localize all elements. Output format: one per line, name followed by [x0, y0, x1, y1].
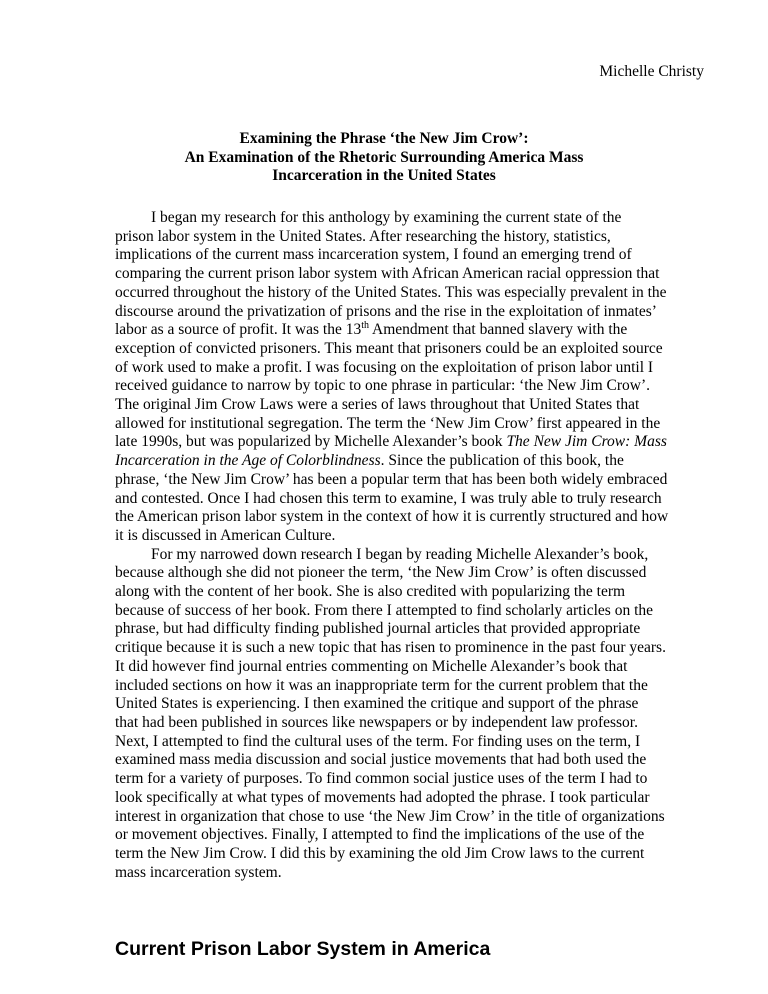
document-title [120, 130, 648, 186]
text-line: the American prison labor system in the context of how it is currently structured and how [115, 508, 669, 526]
text-line: allowed for institutional segregation. The term the ‘New Jim Crow’ first appeared in the [115, 414, 661, 432]
text-line: it is discussed in American Culture. [115, 526, 336, 544]
paragraph-1 [115, 209, 675, 546]
text-line: phrase, ‘the New Jim Crow’ has been a popular term that has been both widely embraced [115, 470, 668, 488]
text-segment: labor as a source of profit. It was the 13 [115, 321, 362, 339]
text-line: or movement objectives. Finally, I attempted to find the implications of the use of the [115, 826, 645, 844]
text-line: because although she did not pioneer the term, ‘the New Jim Crow’ is often discussed [115, 564, 647, 582]
book-title: The New Jim Crow: Mass [506, 433, 667, 451]
text-line: included sections on how it was an inappropriate term for the current problem that the [115, 676, 648, 694]
text-line: interest in organization that chose to use ‘the New Jim Crow’ in the title of organizations [115, 807, 665, 825]
text-line: that had been published in sources like newspapers or by independent law professor. [115, 713, 638, 731]
text-line: phrase, but had difficulty finding published journal articles that provided appropriate [115, 620, 641, 638]
text-line: term for a variety of purposes. To find common social justice uses of the term I had to [115, 770, 648, 788]
text-line: prison labor system in the United States. After researching the history, statistics, [115, 227, 611, 245]
text-line: examined mass media discussion and social justice movements that had both used the [115, 751, 647, 769]
text-line: because of success of her book. From there I attempted to find scholarly articles on the [115, 601, 654, 619]
paragraph-2 [115, 546, 675, 883]
text-line [115, 321, 675, 340]
text-line: critique because it is such a new topic that has risen to prominence in the past four years. [115, 639, 666, 657]
body-text [115, 209, 675, 882]
title-line: Examining the Phrase ‘the New Jim Crow’: [239, 130, 529, 147]
text-line: received guidance to narrow by topic to one phrase in particular: ‘the New Jim Crow’. [115, 377, 650, 395]
title-line: An Examination of the Rhetoric Surrounding America Mass [184, 148, 584, 166]
superscript: th [361, 320, 369, 332]
text-line: discourse around the privatization of prisons and the rise in the exploitation of inmates’ [115, 302, 657, 320]
text-line: occurred throughout the history of the United States. This was especially prevalent in the [115, 283, 667, 301]
section-heading: Current Prison Labor System in America [115, 938, 491, 960]
book-title: Incarceration in the Age of Colorblindness [115, 452, 381, 470]
text-line [115, 452, 675, 471]
text-segment: late 1990s, but was popularized by Michelle Alexander’s book [115, 433, 507, 451]
text-segment: Amendment that banned slavery with the [368, 321, 628, 339]
text-line: Next, I attempted to find the cultural uses of the term. For finding uses on the term, I [115, 732, 641, 750]
text-line: mass incarceration system. [115, 863, 282, 881]
text-line: comparing the current prison labor system with African American racial oppression that [115, 265, 660, 283]
text-line: and contested. Once I had chosen this term to examine, I was truly able to truly research [115, 489, 662, 507]
author-name: Michelle Christy [599, 63, 704, 80]
text-segment: . Since the publication of this book, the [380, 452, 624, 470]
text-line: implications of the current mass incarceration system, I found an emerging trend of [115, 246, 632, 264]
text-line: along with the content of her book. She is also credited with popularizing the term [115, 583, 626, 601]
text-line: term the New Jim Crow. I did this by examining the old Jim Crow laws to the current [115, 844, 645, 862]
text-line: I began my research for this anthology by examining the current state of the [151, 209, 622, 226]
text-line: It did however find journal entries commenting on Michelle Alexander’s book that [115, 657, 628, 675]
text-line: For my narrowed down research I began by reading Michelle Alexander’s book, [151, 545, 649, 563]
text-line: of work used to make a profit. I was focusing on the exploitation of prison labor until I [115, 358, 654, 376]
text-line: look specifically at what types of movements had adopted the phrase. I took particular [115, 788, 650, 806]
text-line: United States is experiencing. I then examined the critique and support of the phrase [115, 695, 639, 713]
text-line [115, 433, 675, 452]
title-line: Incarceration in the United States [272, 167, 496, 184]
text-line: The original Jim Crow Laws were a series of laws throughout that United States that [115, 396, 640, 414]
text-line: exception of convicted prisoners. This meant that prisoners could be an exploited source [115, 339, 663, 357]
